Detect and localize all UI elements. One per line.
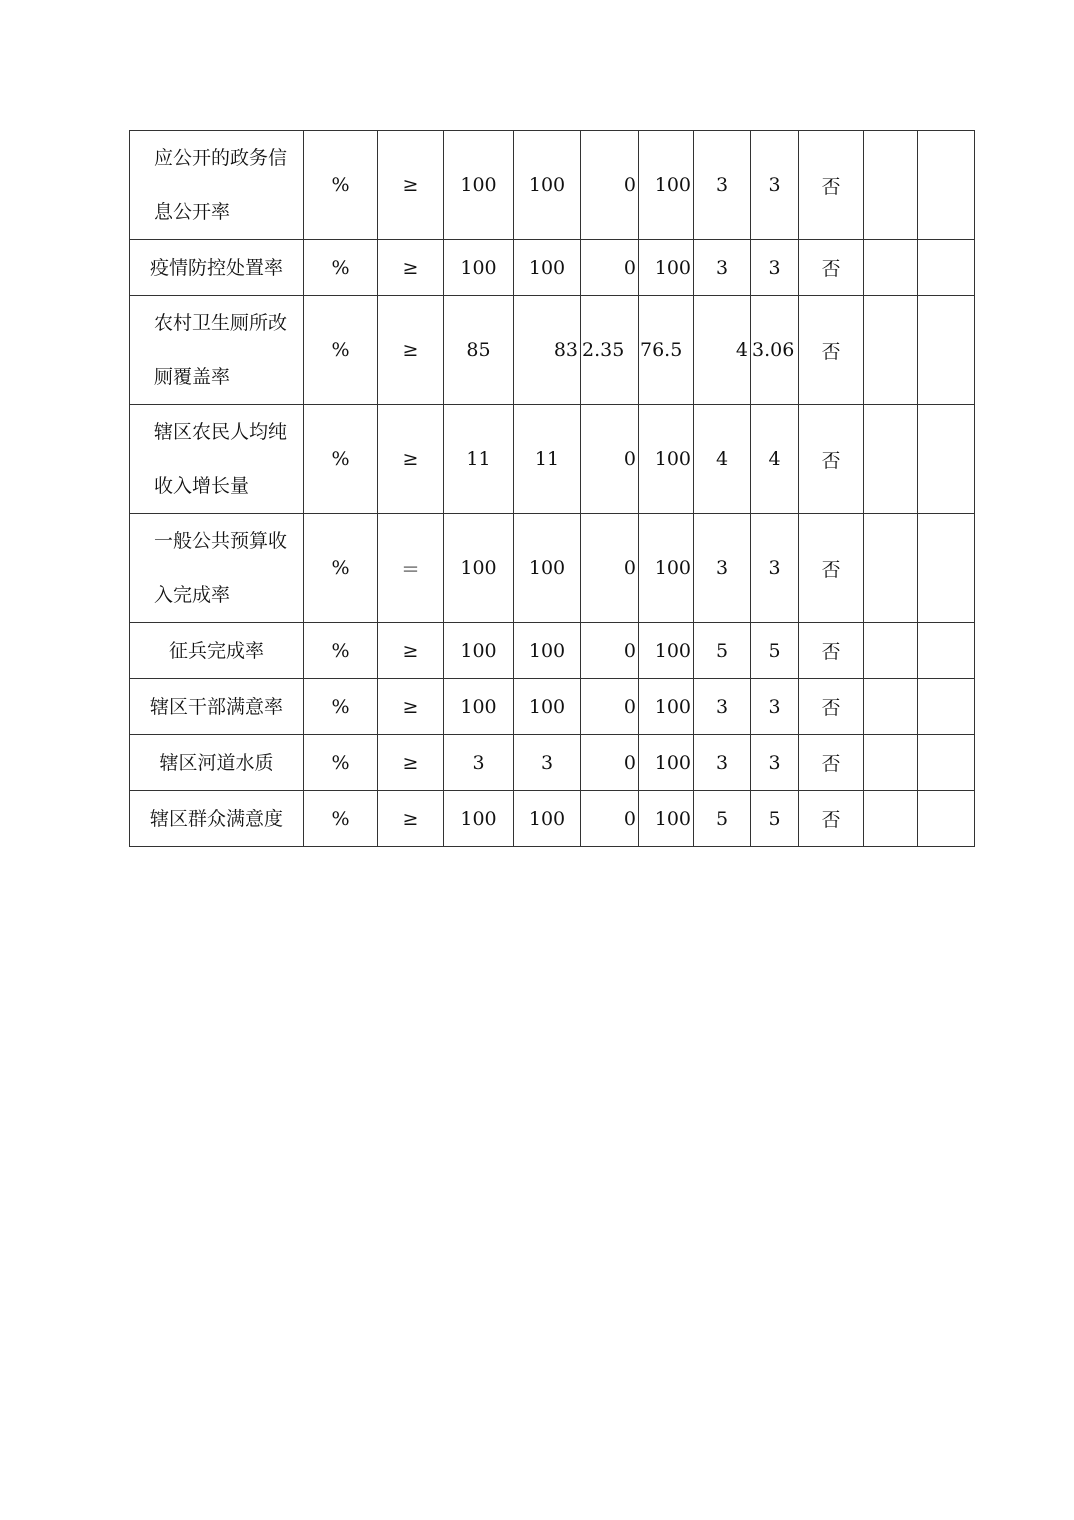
actual-value-cell: 100 — [514, 791, 581, 847]
operator-cell: ≥ — [378, 791, 444, 847]
completion-cell: 100 — [639, 514, 694, 623]
unit-cell: % — [304, 514, 378, 623]
actual-value-cell: 100 — [514, 131, 581, 240]
score-cell: 3 — [751, 679, 799, 735]
annual-target-cell: 11 — [444, 405, 514, 514]
score-cell: 3 — [751, 240, 799, 296]
empty-cell — [864, 296, 918, 405]
actual-value-cell: 100 — [514, 240, 581, 296]
weight-cell: 3 — [694, 679, 751, 735]
score-cell: 5 — [751, 623, 799, 679]
performance-indicator-table — [129, 130, 975, 847]
unit-cell: % — [304, 405, 378, 514]
table-row — [130, 791, 975, 847]
flag-cell: 否 — [799, 240, 864, 296]
completion-cell: 100 — [639, 131, 694, 240]
unit-cell: % — [304, 240, 378, 296]
table-row — [130, 735, 975, 791]
completion-cell: 100 — [639, 735, 694, 791]
flag-cell: 否 — [799, 791, 864, 847]
indicator-name: 辖区干部满意率 — [130, 679, 304, 735]
flag-cell: 否 — [799, 131, 864, 240]
annual-target-cell: 100 — [444, 623, 514, 679]
empty-cell — [918, 296, 975, 405]
unit-cell: % — [304, 623, 378, 679]
empty-cell — [918, 679, 975, 735]
deviation-cell: 0 — [581, 791, 639, 847]
indicator-name: 辖区河道水质 — [130, 735, 304, 791]
unit-cell: % — [304, 735, 378, 791]
actual-value-cell: 3 — [514, 735, 581, 791]
weight-cell: 3 — [694, 735, 751, 791]
actual-value-cell: 100 — [514, 514, 581, 623]
annual-target-cell: 100 — [444, 240, 514, 296]
indicator-name: 农村卫生厕所改厕覆盖率 — [130, 296, 304, 405]
weight-cell: 3 — [694, 514, 751, 623]
indicator-name: 征兵完成率 — [130, 623, 304, 679]
table-row — [130, 679, 975, 735]
empty-cell — [918, 514, 975, 623]
completion-cell: 76.5 — [639, 296, 694, 405]
actual-value-cell: 100 — [514, 623, 581, 679]
flag-cell: 否 — [799, 623, 864, 679]
operator-cell: ≥ — [378, 296, 444, 405]
weight-cell: 5 — [694, 623, 751, 679]
indicator-name: 疫情防控处置率 — [130, 240, 304, 296]
flag-cell: 否 — [799, 405, 864, 514]
actual-value-cell: 100 — [514, 679, 581, 735]
unit-cell: % — [304, 296, 378, 405]
actual-value-cell: 83 — [514, 296, 581, 405]
deviation-cell: 0 — [581, 679, 639, 735]
annual-target-cell: 100 — [444, 131, 514, 240]
completion-cell: 100 — [639, 679, 694, 735]
actual-value-cell: 11 — [514, 405, 581, 514]
completion-cell: 100 — [639, 791, 694, 847]
unit-cell: % — [304, 791, 378, 847]
empty-cell — [918, 240, 975, 296]
table-row — [130, 240, 975, 296]
operator-cell: ≥ — [378, 623, 444, 679]
indicator-name: 应公开的政务信息公开率 — [130, 131, 304, 240]
completion-cell: 100 — [639, 623, 694, 679]
operator-cell: ＝ — [378, 514, 444, 623]
empty-cell — [864, 405, 918, 514]
indicator-name: 辖区群众满意度 — [130, 791, 304, 847]
annual-target-cell: 85 — [444, 296, 514, 405]
weight-cell: 5 — [694, 791, 751, 847]
table-row — [130, 623, 975, 679]
annual-target-cell: 100 — [444, 791, 514, 847]
empty-cell — [864, 131, 918, 240]
table-row — [130, 405, 975, 514]
deviation-cell: 0 — [581, 405, 639, 514]
table-row — [130, 296, 975, 405]
empty-cell — [918, 405, 975, 514]
empty-cell — [864, 623, 918, 679]
empty-cell — [864, 240, 918, 296]
empty-cell — [864, 514, 918, 623]
operator-cell: ≥ — [378, 405, 444, 514]
unit-cell: % — [304, 131, 378, 240]
table-row — [130, 131, 975, 240]
empty-cell — [918, 131, 975, 240]
empty-cell — [864, 735, 918, 791]
operator-cell: ≥ — [378, 679, 444, 735]
annual-target-cell: 100 — [444, 514, 514, 623]
score-cell: 3.06 — [751, 296, 799, 405]
score-cell: 3 — [751, 514, 799, 623]
indicator-name: 一般公共预算收入完成率 — [130, 514, 304, 623]
deviation-cell: 0 — [581, 514, 639, 623]
weight-cell: 3 — [694, 131, 751, 240]
deviation-cell: 0 — [581, 131, 639, 240]
score-cell: 3 — [751, 131, 799, 240]
completion-cell: 100 — [639, 240, 694, 296]
flag-cell: 否 — [799, 679, 864, 735]
weight-cell: 4 — [694, 296, 751, 405]
flag-cell: 否 — [799, 514, 864, 623]
deviation-cell: 0 — [581, 623, 639, 679]
annual-target-cell: 100 — [444, 679, 514, 735]
deviation-cell: 2.35 — [581, 296, 639, 405]
empty-cell — [864, 791, 918, 847]
flag-cell: 否 — [799, 735, 864, 791]
operator-cell: ≥ — [378, 240, 444, 296]
empty-cell — [918, 791, 975, 847]
operator-cell: ≥ — [378, 735, 444, 791]
deviation-cell: 0 — [581, 735, 639, 791]
score-cell: 4 — [751, 405, 799, 514]
empty-cell — [918, 735, 975, 791]
annual-target-cell: 3 — [444, 735, 514, 791]
weight-cell: 3 — [694, 240, 751, 296]
empty-cell — [918, 623, 975, 679]
table-row — [130, 514, 975, 623]
deviation-cell: 0 — [581, 240, 639, 296]
indicator-name: 辖区农民人均纯收入增长量 — [130, 405, 304, 514]
unit-cell: % — [304, 679, 378, 735]
weight-cell: 4 — [694, 405, 751, 514]
score-cell: 3 — [751, 735, 799, 791]
empty-cell — [864, 679, 918, 735]
completion-cell: 100 — [639, 405, 694, 514]
operator-cell: ≥ — [378, 131, 444, 240]
flag-cell: 否 — [799, 296, 864, 405]
score-cell: 5 — [751, 791, 799, 847]
